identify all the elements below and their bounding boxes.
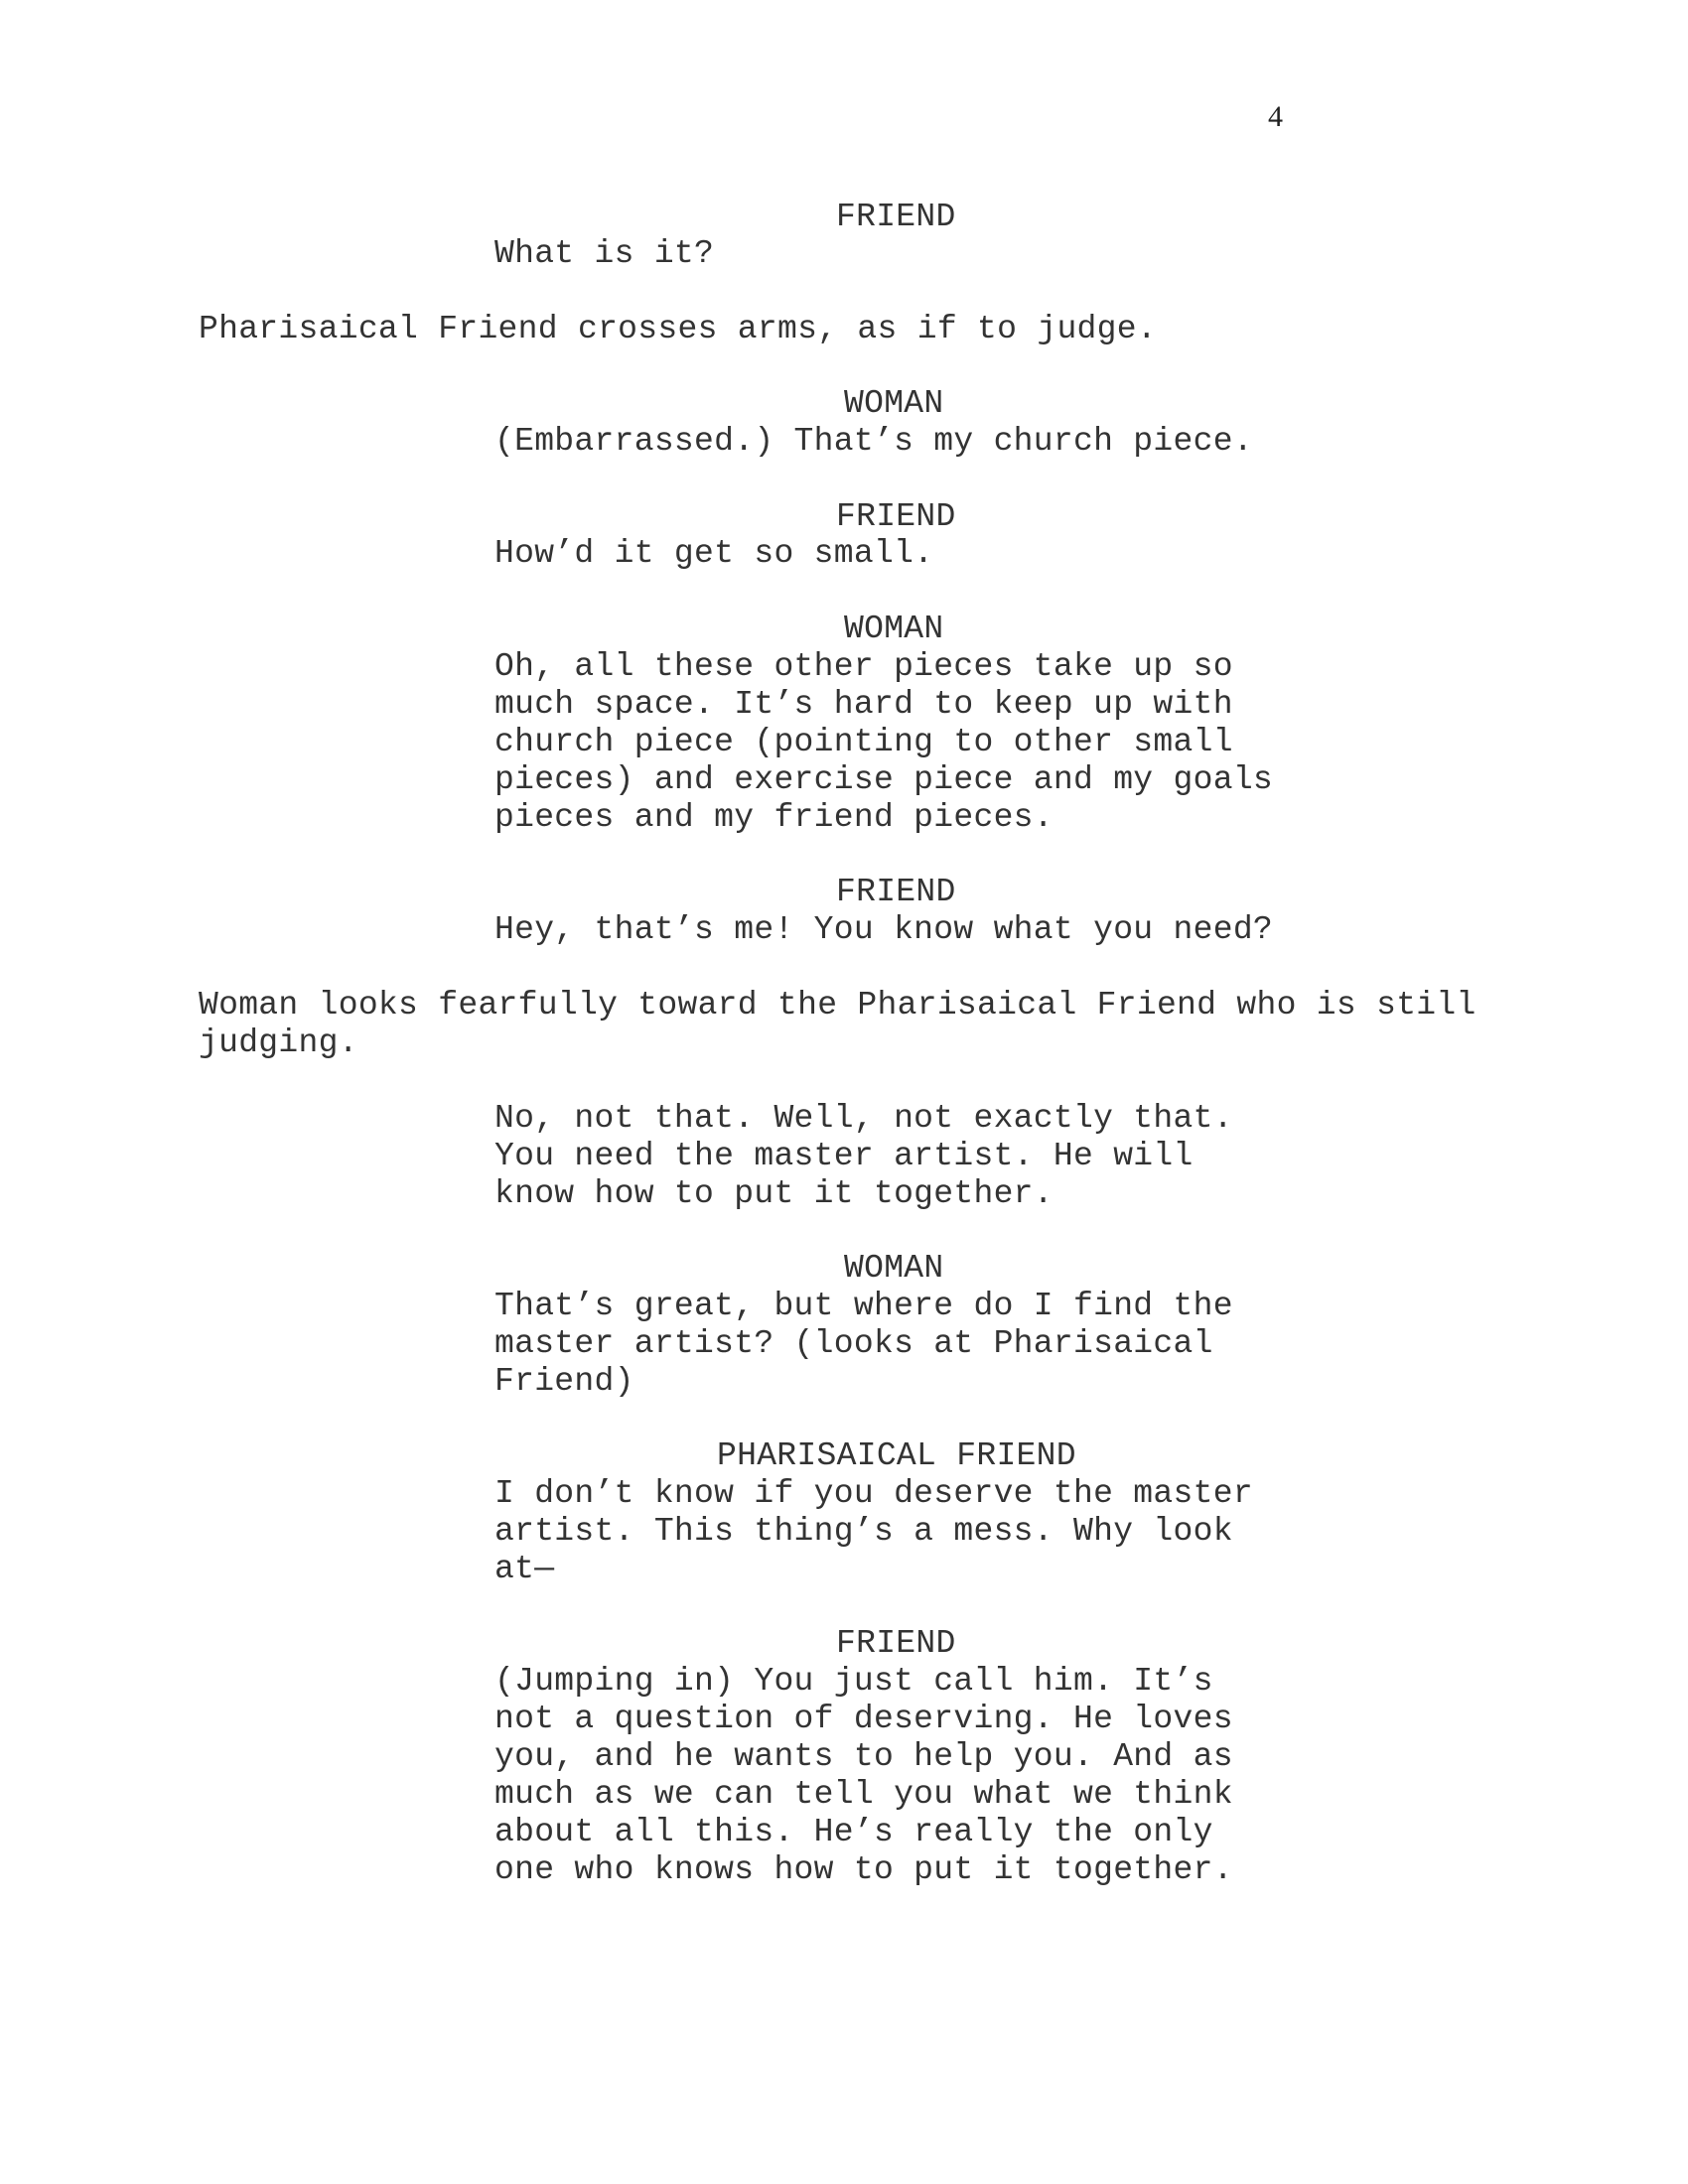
dialogue-line: (Embarrassed.) That’s my church piece. [494,423,1253,460]
page-number: 4 [1268,100,1283,133]
dialogue-line: (Jumping in) You just call him. It’s [494,1663,1213,1700]
character-name: FRIEND [836,199,956,235]
dialogue-line: That’s great, but where do I find the [494,1288,1233,1324]
action-line: Woman looks fearfully toward the Pharisaical Friend who is still [199,987,1477,1024]
dialogue-line: not a question of deserving. He loves [494,1701,1233,1737]
character-name: WOMAN [844,385,944,422]
dialogue-line: artist. This thing’s a mess. Why look [494,1513,1233,1550]
dialogue-line: What is it? [494,235,715,272]
character-name: PHARISAICAL FRIEND [717,1437,1076,1474]
dialogue-line: master artist? (looks at Pharisaical [494,1325,1213,1362]
dialogue-line: pieces) and exercise piece and my goals [494,761,1274,798]
dialogue-line: much space. It’s hard to keep up with [494,686,1233,723]
dialogue-line: at— [494,1551,555,1587]
dialogue-line: much as we can tell you what we think [494,1776,1233,1813]
action-line: Pharisaical Friend crosses arms, as if to judge. [199,311,1157,347]
dialogue-line: How’d it get so small. [494,535,934,572]
dialogue-line: Friend) [494,1363,634,1400]
dialogue-line: pieces and my friend pieces. [494,799,1054,836]
action-line: judging. [199,1024,358,1061]
character-name: FRIEND [836,1625,956,1662]
dialogue-line: No, not that. Well, not exactly that. [494,1100,1233,1137]
dialogue-line: I don’t know if you deserve the master [494,1475,1253,1512]
character-name: FRIEND [836,498,956,535]
character-name: FRIEND [836,874,956,910]
dialogue-line: know how to put it together. [494,1175,1054,1212]
dialogue-line: about all this. He’s really the only [494,1814,1213,1850]
character-name: WOMAN [844,611,944,647]
dialogue-line: You need the master artist. He will [494,1138,1194,1174]
dialogue-line: you, and he wants to help you. And as [494,1738,1233,1775]
dialogue-line: Oh, all these other pieces take up so [494,648,1233,685]
dialogue-line: church piece (pointing to other small [494,724,1233,760]
character-name: WOMAN [844,1250,944,1287]
dialogue-line: one who knows how to put it together. [494,1851,1233,1888]
dialogue-line: Hey, that’s me! You know what you need? [494,911,1274,948]
